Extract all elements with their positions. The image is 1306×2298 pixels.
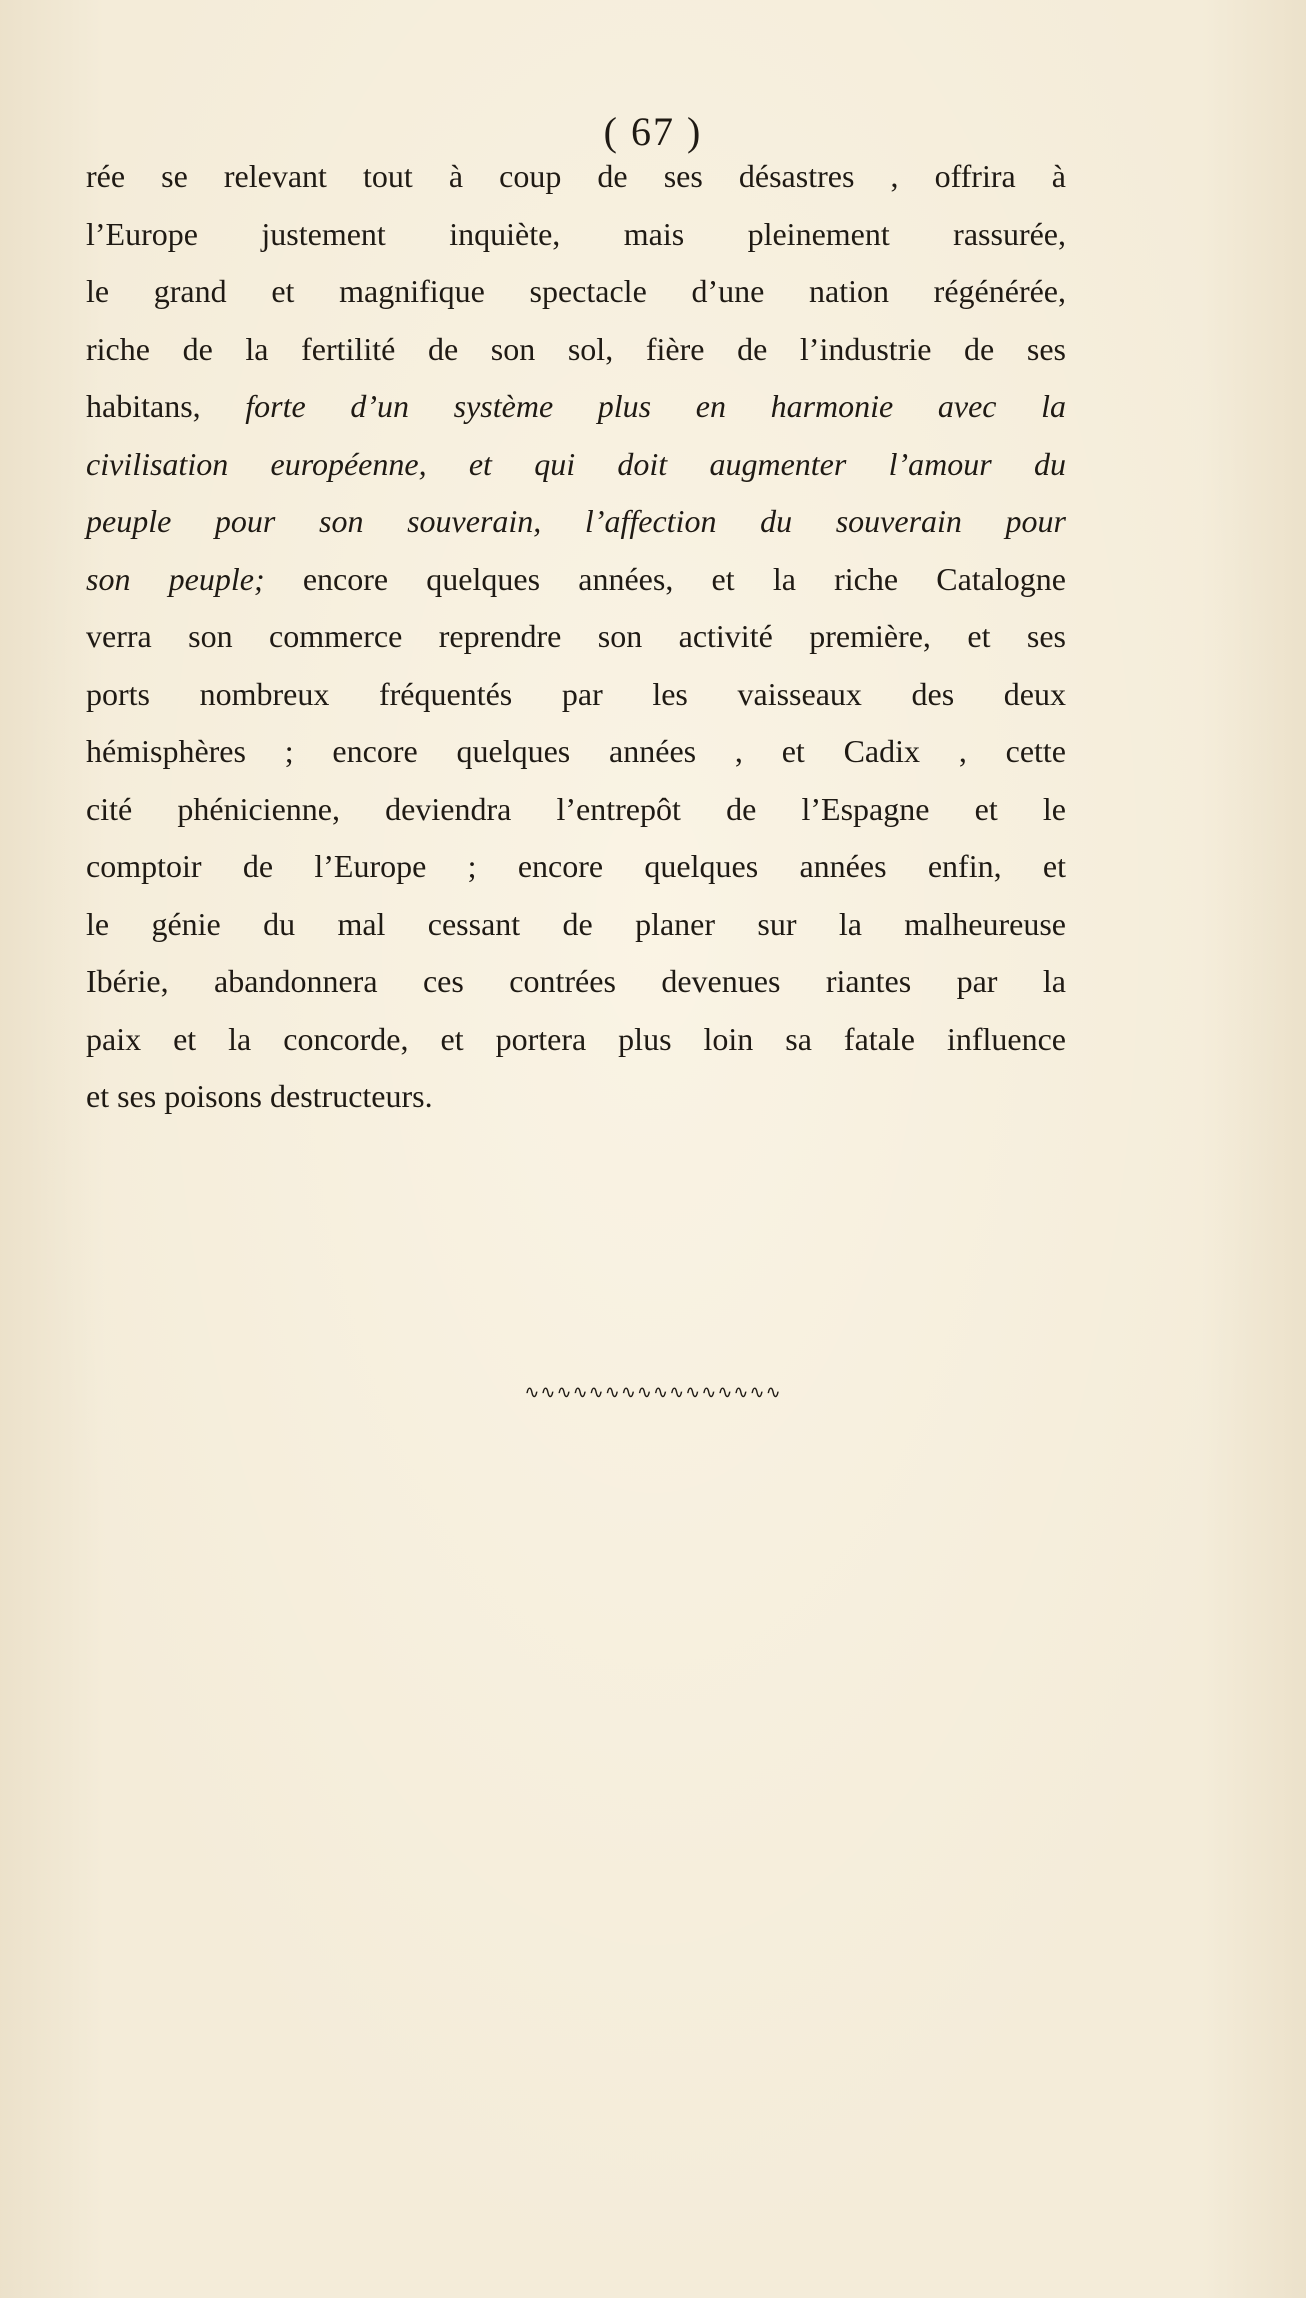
text-line	[86, 436, 1066, 494]
text-segment: Ibérie, abandonnera ces contrées devenues riantes par la	[86, 963, 1066, 999]
text-segment: verra son commerce reprendre son activité première, et ses	[86, 618, 1066, 654]
text-line	[86, 723, 1066, 781]
text-line	[86, 493, 1066, 551]
text-segment: le génie du mal cessant de planer sur la malheureuse	[86, 905, 1066, 942]
text-line	[86, 263, 1066, 321]
text-segment: riche de la fertilité de son sol, fière de l’industrie de ses	[86, 330, 1066, 367]
body-text	[86, 148, 1066, 1126]
text-segment: l’Europe justement inquiète, mais pleinement rassurée,	[86, 215, 1066, 252]
text-line	[86, 1068, 1066, 1126]
text-line	[86, 378, 1066, 436]
text-line	[86, 953, 1066, 1011]
end-ornament: ∿∿∿∿∿∿∿∿∿∿∿∿∿∿∿∿	[524, 1382, 782, 1403]
italic-segment: civilisation européenne, et qui doit augmenter l’amour du	[86, 445, 1066, 482]
text-line	[86, 781, 1066, 839]
italic-segment: peuple pour son souverain, l’affection du souverain pour	[86, 503, 1066, 539]
text-segment: encore quelques années, et la riche Catalogne	[302, 560, 1067, 597]
text-segment: habitans,	[86, 388, 246, 424]
text-line	[86, 551, 1066, 609]
text-segment: cité phénicienne, deviendra l’entrepôt de l’Espagne et le	[86, 790, 1066, 827]
italic-segment: son peuple;	[86, 560, 303, 597]
text-segment: et ses poisons destructeurs.	[86, 1078, 433, 1114]
page-number: ( 67 )	[603, 109, 703, 154]
italic-segment: forte d’un système plus en harmonie avec la	[245, 388, 1067, 424]
text-segment: le grand et magnifique spectacle d’une nation régénérée,	[86, 273, 1066, 309]
text-line	[86, 666, 1066, 724]
text-line	[86, 838, 1066, 896]
text-line	[86, 321, 1066, 379]
text-segment: comptoir de l’Europe ; encore quelques années enfin, et	[86, 848, 1066, 884]
text-line	[86, 206, 1066, 264]
text-line	[86, 148, 1066, 206]
text-segment: ports nombreux fréquentés par les vaisseaux des deux	[86, 675, 1066, 712]
text-line	[86, 896, 1066, 954]
text-segment: paix et la concorde, et portera plus loin sa fatale influence	[86, 1020, 1066, 1057]
text-segment: rée se relevant tout à coup de ses désastres , offrira à	[86, 158, 1066, 194]
text-line	[86, 608, 1066, 666]
text-segment: hémisphères ; encore quelques années , et Cadix , cette	[86, 733, 1066, 769]
text-line	[86, 1011, 1066, 1069]
